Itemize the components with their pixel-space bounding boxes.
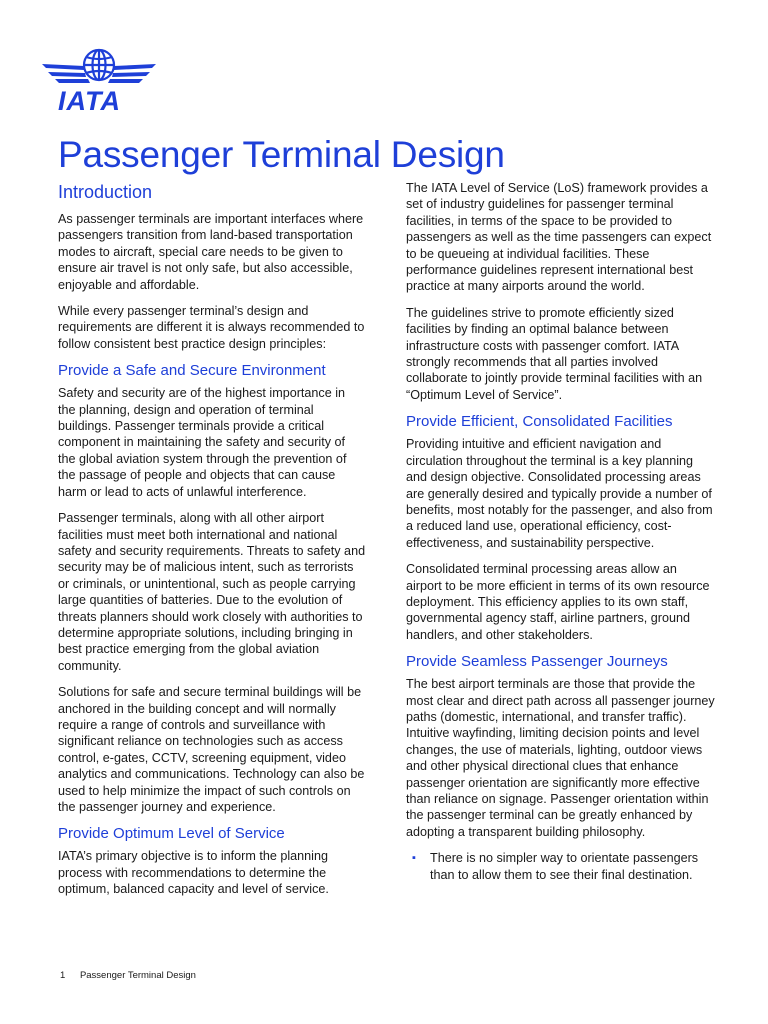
los-paragraph-2: The guidelines strive to promote efficiently sized facilities by finding an optimal balance between infrastructure costs with passenger comfort. IATA strongly recommends that all parties involved collaborate to jointly provide terminal facilities with an “Optimum Level of Service”.	[406, 305, 703, 402]
seamless-journeys-heading: Provide Seamless Passenger Journeys	[406, 653, 668, 671]
page-number: 1	[60, 970, 66, 981]
efficient-paragraph-2: Consolidated terminal processing areas allow an airport to be more efficient in terms of its own resource deployment. This efficiency applies to its own staff, governmental agency staff, airline partners, ground handlers, and other stakeholders.	[406, 562, 710, 642]
los-paragraph-1: The IATA Level of Service (LoS) framework provides a set of industry guidelines for passenger terminal facilities, in terms of the space to be provided to passengers as well as the time passengers can expect to be queueing at individual facilities. These performance guidelines represent international best practice at many airports around the world.	[406, 181, 712, 294]
intro-paragraph-1: As passenger terminals are important interfaces where passengers transition from land-based transportation modes to aircraft, special care needs to be given to ensure air travel is not only safe, but also accessible, enjoyable and affordable.	[58, 212, 364, 292]
optimum-paragraph-1: IATA’s primary objective is to inform the planning process with recommendations to determine the optimum, balanced capacity and level of service.	[58, 849, 329, 897]
footer-doc-title: Passenger Terminal Design	[79, 970, 196, 981]
optimum-los-heading: Provide Optimum Level of Service	[58, 825, 285, 843]
page-footer	[60, 970, 196, 981]
seamless-paragraph-1: The best airport terminals are those that provide the most clear and direct path across all passenger journey paths (domestic, international, and transfer traffic). Intuitive wayfinding, limiting decision points and level changes, the use of materials, lighting, outdoor views and other physical directional clues that enhance passenger orientation are significantly more effective than reliance on signage. Passenger orientation within the passenger terminal can be greatly enhanced by adopting a transparent building philosophy.	[406, 677, 715, 839]
intro-paragraph-2: While every passenger terminal’s design and requirements are different it is always recommended to follow consistent best practice design principles:	[58, 304, 365, 351]
left-column	[58, 180, 366, 908]
introduction-heading: Introduction	[58, 182, 153, 202]
bullet-square-icon: ▪	[412, 852, 416, 865]
safe-paragraph-2: Passenger terminals, along with all other airport facilities must meet both international and national safety and security requirements. Threats to safety and security may be of malicious intent, such as terrorists or criminals, or unintentional, such as people carrying large quantities of batteries. Due to the evolution of threats planners should work closely with authorities to determine appropriate solutions, including bringing in best practice emerging from the global aviation community.	[58, 511, 366, 673]
efficient-facilities-heading: Provide Efficient, Consolidated Facilities	[406, 413, 673, 431]
bullet-text: There is no simpler way to orientate passengers than to allow them to see their final destination.	[430, 851, 699, 882]
safe-secure-heading: Provide a Safe and Secure Environment	[58, 362, 326, 380]
list-item	[410, 850, 716, 883]
right-column	[406, 180, 716, 883]
safe-paragraph-3: Solutions for safe and secure terminal buildings will be anchored in the building concept and will normally require a range of controls and surveillance with significant reliance on technologies such as access control, e-gates, CCTV, screening equipment, video analytics and communications. Technology can also be used to help minimize the impact of such controls on the passenger journey and experience.	[58, 685, 365, 814]
bullet-list	[406, 850, 716, 883]
safe-paragraph-1: Safety and security are of the highest importance in the planning, design and operation of terminal buildings. Passenger terminals provide a critical component in maintaining the safety and security of the global aviation system through the prevention of the passage of people and objects that can cause harm or lead to acts of unlawful interference.	[58, 386, 347, 499]
iata-logo-text: IATA	[58, 86, 121, 116]
page-title: Passenger Terminal Design	[58, 134, 505, 175]
efficient-paragraph-1: Providing intuitive and efficient navigation and circulation throughout the terminal is a key planning and design objective. Consolidated processing areas are generally desired and typically provide a number of benefits, most notably for the passenger, and also from a reduced land use, operational efficiency, cost-effectiveness, and sustainability perspective.	[406, 437, 713, 550]
